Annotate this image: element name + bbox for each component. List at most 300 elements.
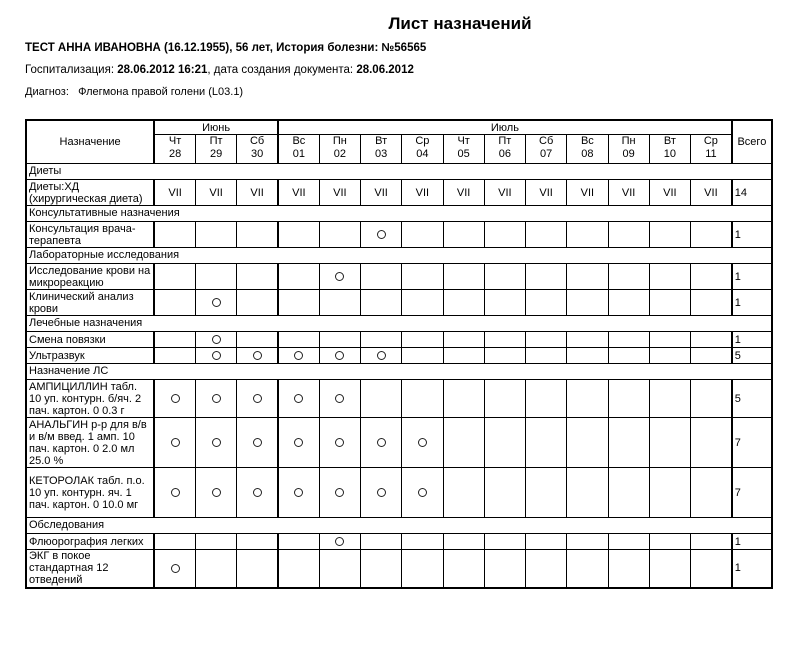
schedule-cell xyxy=(484,550,525,588)
schedule-cell xyxy=(443,534,484,550)
schedule-cell xyxy=(443,468,484,518)
header-day xyxy=(195,135,236,164)
doc-date-label: , дата создания документа: xyxy=(207,64,357,76)
row-total: 1 xyxy=(732,332,772,348)
schedule-cell xyxy=(526,180,567,206)
schedule-cell xyxy=(237,222,278,248)
header-day xyxy=(319,135,360,164)
header-day xyxy=(608,135,649,164)
schedule-cell xyxy=(278,468,319,518)
header-total: Всего xyxy=(732,120,772,164)
schedule-cell xyxy=(361,550,402,588)
schedule-cell xyxy=(484,222,525,248)
schedule-cell xyxy=(361,418,402,468)
schedule-cell xyxy=(608,180,649,206)
day-number: 05 xyxy=(457,148,470,160)
schedule-cell xyxy=(154,290,195,316)
prescription-name: Ультразвук xyxy=(26,348,154,364)
hosp-label: Госпитализация: xyxy=(25,64,118,76)
circle-mark xyxy=(335,351,344,360)
prescription-table xyxy=(25,119,773,589)
schedule-cell xyxy=(195,348,236,364)
schedule-cell xyxy=(608,348,649,364)
schedule-cell xyxy=(195,222,236,248)
schedule-cell xyxy=(237,380,278,418)
schedule-cell xyxy=(319,348,360,364)
schedule-cell xyxy=(154,534,195,550)
schedule-cell xyxy=(691,380,732,418)
circle-mark xyxy=(171,394,180,403)
circle-mark xyxy=(418,488,427,497)
cell-value: VII xyxy=(250,186,264,199)
section-title: Лечебные назначения xyxy=(26,316,772,332)
prescription-name: Клинический анализ крови xyxy=(26,290,154,316)
schedule-cell xyxy=(608,534,649,550)
cell-value: VII xyxy=(168,186,182,199)
schedule-cell xyxy=(402,222,443,248)
day-of-week: Чт xyxy=(457,135,470,147)
row-total: 7 xyxy=(732,418,772,468)
day-number: 01 xyxy=(292,148,305,160)
header-day xyxy=(154,135,195,164)
row-total: 1 xyxy=(732,290,772,316)
cell-value: VII xyxy=(704,186,718,199)
schedule-cell xyxy=(526,468,567,518)
day-of-week: Пт xyxy=(209,135,223,147)
circle-mark xyxy=(377,438,386,447)
hospitalization-line xyxy=(25,64,414,76)
schedule-cell xyxy=(278,534,319,550)
diag-label: Диагноз: xyxy=(25,86,69,98)
cell-value: VII xyxy=(209,186,223,199)
schedule-cell xyxy=(319,468,360,518)
schedule-cell xyxy=(195,380,236,418)
schedule-cell xyxy=(361,264,402,290)
schedule-cell xyxy=(402,180,443,206)
schedule-cell xyxy=(567,534,608,550)
schedule-cell xyxy=(649,290,690,316)
cell-value: VII xyxy=(621,186,636,199)
schedule-cell xyxy=(154,222,195,248)
schedule-cell xyxy=(691,534,732,550)
schedule-cell xyxy=(237,468,278,518)
schedule-cell xyxy=(484,418,525,468)
schedule-cell xyxy=(319,290,360,316)
schedule-cell xyxy=(567,264,608,290)
schedule-cell xyxy=(402,534,443,550)
schedule-cell xyxy=(691,222,732,248)
schedule-cell xyxy=(237,290,278,316)
circle-mark xyxy=(377,230,386,239)
schedule-cell xyxy=(484,264,525,290)
header-day xyxy=(402,135,443,164)
circle-mark xyxy=(294,438,303,447)
row-total: 1 xyxy=(732,222,772,248)
header-day xyxy=(361,135,402,164)
header-day xyxy=(278,135,319,164)
schedule-cell xyxy=(443,180,484,206)
schedule-cell xyxy=(526,550,567,588)
schedule-cell xyxy=(154,418,195,468)
cell-value: VII xyxy=(498,186,512,199)
schedule-cell xyxy=(484,534,525,550)
header-day xyxy=(649,135,690,164)
circle-mark xyxy=(253,488,262,497)
row-total: 1 xyxy=(732,550,772,588)
schedule-cell xyxy=(237,180,278,206)
schedule-cell xyxy=(319,534,360,550)
schedule-cell xyxy=(319,332,360,348)
schedule-cell xyxy=(154,348,195,364)
circle-mark xyxy=(212,438,221,447)
schedule-cell xyxy=(154,180,195,206)
section-title: Назначение ЛС xyxy=(26,364,772,380)
schedule-cell xyxy=(649,332,690,348)
table-row xyxy=(26,534,772,550)
schedule-cell xyxy=(278,380,319,418)
schedule-cell xyxy=(567,418,608,468)
schedule-cell xyxy=(402,290,443,316)
schedule-cell xyxy=(402,332,443,348)
table-row xyxy=(26,380,772,418)
title-text: Лист назначений xyxy=(388,14,532,33)
schedule-cell xyxy=(691,348,732,364)
schedule-cell xyxy=(484,468,525,518)
cell-value: VII xyxy=(292,186,306,199)
section-row xyxy=(26,248,772,264)
schedule-cell xyxy=(443,332,484,348)
schedule-cell xyxy=(195,332,236,348)
schedule-cell xyxy=(319,550,360,588)
table-row xyxy=(26,550,772,588)
schedule-cell xyxy=(484,180,525,206)
schedule-cell xyxy=(361,534,402,550)
schedule-cell xyxy=(443,348,484,364)
schedule-cell xyxy=(526,264,567,290)
schedule-cell xyxy=(154,264,195,290)
day-of-week: Ср xyxy=(415,135,430,147)
schedule-cell xyxy=(608,332,649,348)
section-row xyxy=(26,518,772,534)
schedule-cell xyxy=(649,180,690,206)
schedule-cell xyxy=(567,468,608,518)
header-month-row xyxy=(26,120,772,135)
day-of-week: Вт xyxy=(663,135,676,147)
schedule-cell xyxy=(526,290,567,316)
schedule-cell xyxy=(443,222,484,248)
table-row xyxy=(26,418,772,468)
header-month: Июнь xyxy=(154,120,278,135)
row-total: 5 xyxy=(732,380,772,418)
day-number: 03 xyxy=(375,148,388,160)
schedule-cell xyxy=(402,418,443,468)
circle-mark xyxy=(253,438,262,447)
schedule-cell xyxy=(319,222,360,248)
schedule-cell xyxy=(649,418,690,468)
schedule-cell xyxy=(526,222,567,248)
diagnosis-line xyxy=(25,86,243,98)
schedule-cell xyxy=(402,468,443,518)
table-row xyxy=(26,348,772,364)
schedule-cell xyxy=(608,468,649,518)
circle-mark xyxy=(212,335,221,344)
schedule-cell xyxy=(649,534,690,550)
circle-mark xyxy=(212,298,221,307)
schedule-cell xyxy=(608,290,649,316)
schedule-cell xyxy=(649,222,690,248)
doc-date-value: 28.06.2012 xyxy=(356,64,414,76)
schedule-cell xyxy=(237,348,278,364)
schedule-cell xyxy=(402,550,443,588)
schedule-cell xyxy=(402,264,443,290)
schedule-cell xyxy=(691,468,732,518)
schedule-cell xyxy=(691,180,732,206)
circle-mark xyxy=(171,564,180,573)
circle-mark xyxy=(335,488,344,497)
cell-value: VII xyxy=(663,186,677,199)
day-of-week: Чт xyxy=(168,135,182,147)
schedule-cell xyxy=(361,332,402,348)
schedule-cell xyxy=(649,380,690,418)
day-of-week: Пн xyxy=(332,135,347,147)
schedule-cell xyxy=(649,348,690,364)
schedule-cell xyxy=(484,290,525,316)
circle-mark xyxy=(335,394,344,403)
schedule-cell xyxy=(361,290,402,316)
circle-mark xyxy=(335,537,344,546)
schedule-cell xyxy=(278,332,319,348)
cell-value: VII xyxy=(580,186,595,199)
schedule-cell xyxy=(649,264,690,290)
header-day xyxy=(526,135,567,164)
cell-value: VII xyxy=(333,186,347,199)
cell-value: VII xyxy=(539,186,553,199)
circle-mark xyxy=(294,488,303,497)
row-total: 1 xyxy=(732,534,772,550)
day-number: 28 xyxy=(168,148,182,160)
schedule-cell xyxy=(608,222,649,248)
schedule-cell xyxy=(691,332,732,348)
schedule-cell xyxy=(237,418,278,468)
schedule-cell xyxy=(278,290,319,316)
schedule-cell xyxy=(691,550,732,588)
schedule-cell xyxy=(154,380,195,418)
circle-mark xyxy=(212,351,221,360)
day-of-week: Вс xyxy=(580,135,594,147)
schedule-cell xyxy=(608,380,649,418)
schedule-cell xyxy=(195,534,236,550)
schedule-cell xyxy=(567,348,608,364)
schedule-cell xyxy=(237,534,278,550)
schedule-cell xyxy=(195,418,236,468)
section-row xyxy=(26,164,772,180)
section-title: Лабораторные исследования xyxy=(26,248,772,264)
header-day xyxy=(484,135,525,164)
schedule-cell xyxy=(649,468,690,518)
circle-mark xyxy=(335,272,344,281)
cell-value: VII xyxy=(415,186,430,199)
header-day xyxy=(567,135,608,164)
header-naznachenie: Назначение xyxy=(26,120,154,164)
circle-mark xyxy=(294,394,303,403)
schedule-cell xyxy=(278,222,319,248)
day-of-week: Ср xyxy=(703,135,718,147)
day-of-week: Вс xyxy=(292,135,306,147)
schedule-cell xyxy=(278,348,319,364)
schedule-cell xyxy=(319,380,360,418)
schedule-cell xyxy=(526,534,567,550)
section-title: Диеты xyxy=(26,164,772,180)
schedule-cell xyxy=(567,332,608,348)
schedule-cell xyxy=(361,468,402,518)
schedule-cell xyxy=(278,418,319,468)
day-number: 06 xyxy=(498,148,511,160)
schedule-cell xyxy=(691,264,732,290)
schedule-cell xyxy=(361,380,402,418)
schedule-cell xyxy=(608,264,649,290)
row-total: 5 xyxy=(732,348,772,364)
circle-mark xyxy=(377,488,386,497)
schedule-cell xyxy=(195,550,236,588)
schedule-cell xyxy=(278,264,319,290)
header-day xyxy=(691,135,732,164)
table-row xyxy=(26,290,772,316)
schedule-cell xyxy=(443,418,484,468)
day-number: 02 xyxy=(333,148,346,160)
prescription-name: Флюорография легких xyxy=(26,534,154,550)
circle-mark xyxy=(171,438,180,447)
day-of-week: Сб xyxy=(249,135,265,147)
schedule-cell xyxy=(237,332,278,348)
schedule-cell xyxy=(361,348,402,364)
schedule-cell xyxy=(361,180,402,206)
schedule-cell xyxy=(195,180,236,206)
schedule-cell xyxy=(608,418,649,468)
table-row xyxy=(26,264,772,290)
schedule-cell xyxy=(237,264,278,290)
prescription-name: Диеты:ХД (хирургическая диета) xyxy=(26,180,154,206)
schedule-cell xyxy=(402,348,443,364)
header-month: Июль xyxy=(278,120,732,135)
schedule-cell xyxy=(484,332,525,348)
schedule-cell xyxy=(195,290,236,316)
schedule-cell xyxy=(649,550,690,588)
schedule-cell xyxy=(567,550,608,588)
schedule-cell xyxy=(319,418,360,468)
prescription-name: ЭКГ в покое стандартная 12 отведений xyxy=(26,550,154,588)
day-of-week: Вт xyxy=(375,135,388,147)
diag-value: Флегмона правой голени (L03.1) xyxy=(78,86,244,98)
day-number: 08 xyxy=(581,148,594,160)
row-total: 7 xyxy=(732,468,772,518)
schedule-cell xyxy=(278,180,319,206)
schedule-cell xyxy=(195,468,236,518)
row-total: 14 xyxy=(732,180,772,206)
table-row xyxy=(26,468,772,518)
schedule-cell xyxy=(402,380,443,418)
prescription-name: Исследование крови на микрореакцию xyxy=(26,264,154,290)
row-total: 1 xyxy=(732,264,772,290)
section-title: Обследования xyxy=(26,518,772,534)
schedule-cell xyxy=(443,380,484,418)
day-number: 07 xyxy=(540,148,553,160)
document-title xyxy=(0,14,800,34)
schedule-cell xyxy=(443,290,484,316)
schedule-cell xyxy=(691,418,732,468)
section-row xyxy=(26,316,772,332)
cell-value: VII xyxy=(456,186,471,199)
table-row xyxy=(26,180,772,206)
circle-mark xyxy=(335,438,344,447)
day-number: 11 xyxy=(705,148,717,160)
circle-mark xyxy=(212,394,221,403)
hosp-value: 28.06.2012 16:21 xyxy=(117,64,208,76)
day-number: 29 xyxy=(209,148,223,160)
cell-value: VII xyxy=(374,186,388,199)
table-row xyxy=(26,332,772,348)
section-row xyxy=(26,206,772,222)
header-day xyxy=(443,135,484,164)
schedule-cell xyxy=(319,180,360,206)
header-day xyxy=(237,135,278,164)
schedule-cell xyxy=(195,264,236,290)
schedule-cell xyxy=(567,222,608,248)
circle-mark xyxy=(377,351,386,360)
day-number: 09 xyxy=(622,148,635,160)
schedule-cell xyxy=(154,332,195,348)
circle-mark xyxy=(294,351,303,360)
schedule-cell xyxy=(443,264,484,290)
schedule-cell xyxy=(691,290,732,316)
circle-mark xyxy=(418,438,427,447)
schedule-cell xyxy=(526,348,567,364)
schedule-cell xyxy=(526,380,567,418)
prescription-name: АНАЛЬГИН р-р для в/в и в/м введ. 1 амп. 10 пач. картон. 0 2.0 мл 25.0 % xyxy=(26,418,154,468)
prescription-name: Смена повязки xyxy=(26,332,154,348)
prescription-name: Консультация врача-терапевта xyxy=(26,222,154,248)
section-row xyxy=(26,364,772,380)
table-row xyxy=(26,222,772,248)
prescription-name: АМПИЦИЛЛИН табл. 10 уп. контурн. б/яч. 2 пач. картон. 0 0.3 г xyxy=(26,380,154,418)
schedule-cell xyxy=(278,550,319,588)
day-number: 30 xyxy=(250,148,264,160)
schedule-cell xyxy=(567,180,608,206)
schedule-cell xyxy=(567,380,608,418)
circle-mark xyxy=(253,351,262,360)
schedule-cell xyxy=(526,332,567,348)
schedule-cell xyxy=(484,348,525,364)
schedule-cell xyxy=(526,418,567,468)
circle-mark xyxy=(253,394,262,403)
schedule-cell xyxy=(237,550,278,588)
schedule-cell xyxy=(608,550,649,588)
day-number: 10 xyxy=(663,148,676,160)
day-of-week: Пн xyxy=(621,135,636,147)
day-number: 04 xyxy=(416,148,429,160)
schedule-cell xyxy=(319,264,360,290)
prescription-name: КЕТОРОЛАК табл. п.о. 10 уп. контурн. яч. 1 пач. картон. 0 10.0 мг xyxy=(26,468,154,518)
day-of-week: Сб xyxy=(539,135,554,147)
schedule-cell xyxy=(361,222,402,248)
circle-mark xyxy=(212,488,221,497)
circle-mark xyxy=(171,488,180,497)
schedule-cell xyxy=(443,550,484,588)
schedule-cell xyxy=(567,290,608,316)
schedule-cell xyxy=(484,380,525,418)
section-title: Консультативные назначения xyxy=(26,206,772,222)
schedule-cell xyxy=(154,550,195,588)
day-of-week: Пт xyxy=(498,135,512,147)
